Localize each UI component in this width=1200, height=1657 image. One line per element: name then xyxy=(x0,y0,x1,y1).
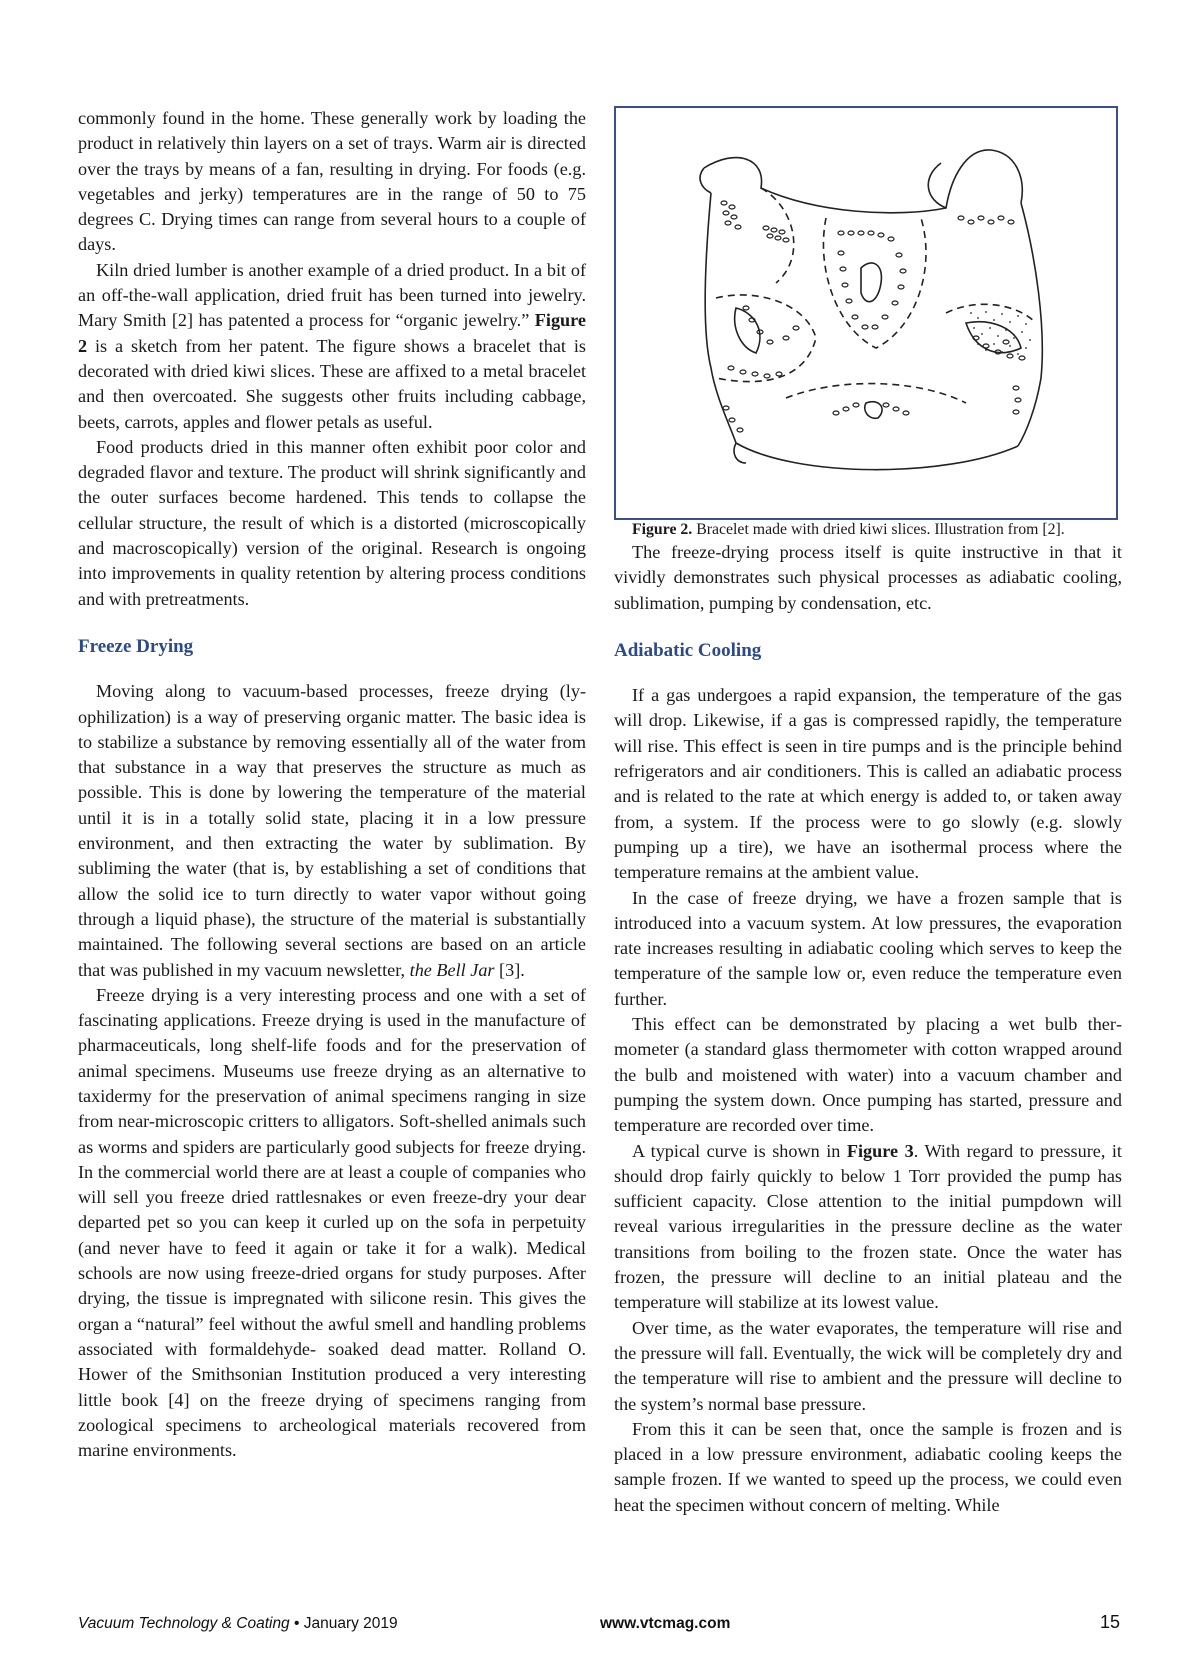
right-column xyxy=(614,106,1122,1518)
footer-publication xyxy=(78,1615,398,1633)
heading-freeze-drying: Freeze Drying xyxy=(78,635,194,657)
footer-website[interactable]: www.vtcmag.com xyxy=(600,1615,731,1632)
right-paragraph-2: If a gas undergoes a rapid expansion, the temperature of the gas will drop. Likewise, if a gas is compressed rapidly, the temperature will rise. This effect is seen in tire pumps and is the principle behind refrigerators and air conditioners. This is called an adiabatic process and is related to the rate at which energy is added to, or taken away from, a system. If the process were to go slowly (e.g. slowly pumping up a tire), we have an isothermal process where the temperature remains at the ambient value. xyxy=(614,685,1122,883)
left-paragraph-5: Freeze drying is a very interesting process and one with a set of fascinating applications. Freeze drying is used in the manufacture of pharmaceuticals, long shelf-life foods and for the preservation of animal specimens. Museums use freeze drying as an alternative to taxidermy for the preservation of animal specimens ranging in size from near-microscopic critters to alligators. Soft-shelled animals such as worms and spiders are particularly good subjects for freeze drying. In the commercial world there are at least a couple of companies who will sell you freeze dried rattlesnakes or even freeze-dry your dear departed pet so you can keep it curled up on the sofa in perpetuity (and never have to feed it again or take it for a walk). Medical schools are now using freeze-dried organs for study purposes. After drying, the tissue is impregnated with silicone resin. This gives the organ a “natural” feel without the awful smell and handling problems associated with formaldehyde- soaked dead matter. Rolland O. Hower of the Smithsonian Institution produced a very interesting little book [4] on the freeze drying of specimens ranging from zoological specimens to archeological materials recovered from marine environments. xyxy=(78,984,586,1461)
left-column xyxy=(78,106,586,1463)
right-paragraph-1: The freeze-drying process itself is quite instructive in that it vividly demonstrates such physical processes as adiabatic cooling, sublimation, pumping by condensation, etc. xyxy=(614,542,1122,613)
right-paragraph-3: In the case of freeze drying, we have a frozen sample that is introduced into a vacuum system. At low pressures, the evaporation rate increases resulting in adiabatic cooling which serves to keep the temperature of the sample low or, even reduce the temperature even further. xyxy=(614,887,1122,1009)
right-paragraph-7: From this it can be seen that, once the sample is frozen and is placed in a low pressure environment, adiabatic cooling keeps the sample frozen. If we wanted to speed up the process, we could even heat the specimen without concern of melting. While xyxy=(614,1418,1122,1515)
text-span: Moving along to vacuum-based processes, freeze drying (lyophilization) is a way of preserving organic matter. The basic idea is to stabilize a substance by removing essentially all of the water from that substance in a way that preserves the structure as much as possible. This is done by lowering the temperature of the material until it is in a totally solid state, placing it in a low pressure environment, and then extracting the water by sublimation. By subliming the water (that is, by establishing a set of conditions that allow the solid ice to turn directly to water vapor without going through a liquid phase), the structure of the material is substantially maintained. The following several sections are based on an article that was published in my vacuum newsletter, xyxy=(78,681,586,980)
caption-label: Figure 2. xyxy=(632,521,693,538)
right-paragraph-6: Over time, as the water evaporates, the temperature will rise and the pressure will fall. Eventually, the wick will be completely dry and the temperature will rise to ambient and the pressure will decline to the system’s normal base pressure. xyxy=(614,1317,1122,1414)
left-paragraph-1: commonly found in the home. These generally work by loading the product in relatively thin layers on a set of trays. Warm air is directed over the trays by means of a fan, resulting in drying. For foods (e.g. vegetables and jerky) temperatures are in the range of 50 to 75 degrees C. Drying times can range from several hours to a couple of days. xyxy=(78,108,586,255)
figure-2-caption xyxy=(614,520,1122,540)
figure-2-frame xyxy=(614,106,1118,520)
text-span: [3]. xyxy=(494,959,525,980)
figure-3-reference: Figure 3 xyxy=(846,1140,914,1161)
text-span: is a sketch from her patent. The figure shows a bracelet that is decorated with dried kiwi slices. These are affixed to a metal bracelet and then overcoated. She suggests other fruits including cabbage, beets, carrots, apples and flower petals as useful. xyxy=(78,335,586,432)
text-span: A typical curve is shown in xyxy=(632,1140,847,1161)
bracelet-sketch-icon xyxy=(616,108,1116,518)
heading-adiabatic-cooling: Adiabatic Cooling xyxy=(614,639,762,661)
journal-name: Vacuum Technology & Coating xyxy=(78,1615,290,1632)
left-paragraph-4 xyxy=(78,679,586,983)
figure-2-reference: Figure 2 xyxy=(78,310,586,356)
text-span: Kiln dried lumber is another example of a dried product. In a bit of an off-the-wall application, dried fruit has been turned into jewelry. Mary Smith [2] has patented a process for “organic jewelry.” xyxy=(78,259,586,331)
left-paragraph-3: Food products dried in this manner often exhibit poor color and degraded flavor and texture. The product will shrink significantly and the outer surfaces become hardened. This tends to collapse the cellular structure, the result of which is a distorted (microscopically and macroscopically) version of the original. Research is ongoing into improvements in quality retention by altering process conditions and with pretreatments. xyxy=(78,436,586,609)
issue-date: • January 2019 xyxy=(289,1615,398,1632)
page-number: 15 xyxy=(1100,1612,1121,1632)
text-span: . With regard to pressure, it should drop fairly quickly to below 1 Torr provided the pump has sufficient capacity. Close attention to the initial pumpdown will reveal various irregularities in the pressure decline as the water transitions from boiling to the frozen state. Once the water has frozen, the pressure will decline to an initial plateau and the temperature will stabilize at its lowest value. xyxy=(614,1140,1122,1313)
left-paragraph-2 xyxy=(78,258,586,435)
right-paragraph-4: This effect can be demonstrated by placing a wet bulb thermometer (a standard glass thermometer with cotton wrapped around the bulb and moistened with water) into a vacuum chamber and pumping the system down. Once pumping has started, pressure and temperature are recorded over time. xyxy=(614,1014,1122,1136)
right-paragraph-5 xyxy=(614,1139,1122,1316)
caption-text: Bracelet made with dried kiwi slices. Illustration from [2]. xyxy=(692,521,1065,538)
newsletter-title: the Bell Jar xyxy=(409,959,495,980)
